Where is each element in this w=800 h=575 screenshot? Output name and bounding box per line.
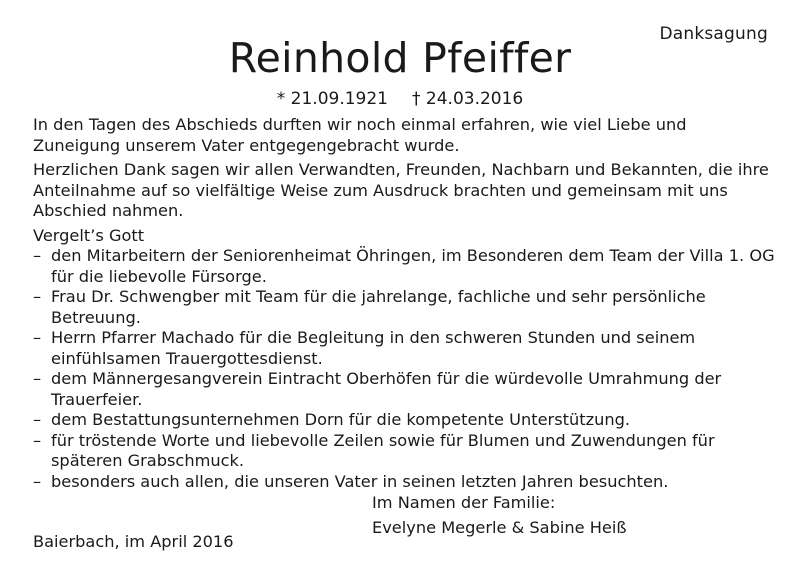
- death-date: † 24.03.2016: [412, 89, 524, 109]
- thanks-list: [33, 246, 778, 492]
- birth-date: * 21.09.1921: [276, 89, 388, 109]
- list-item: – dem Bestattungsunternehmen Dorn für die kompetente Unterstützung.: [33, 410, 778, 431]
- notice-type-label: Danksagung: [659, 24, 768, 44]
- notice-body: [33, 115, 778, 492]
- place-and-date: Baierbach, im April 2016: [33, 532, 234, 551]
- intro-paragraph: In den Tagen des Abschieds durften wir noch einmal erfahren, wie viel Liebe und Zuneigung unserem Vater entgegengebracht wurde.: [33, 115, 687, 155]
- thanks-paragraph: Herzlichen Dank sagen wir allen Verwandten, Freunden, Nachbarn und Bekannten, die ihre Anteilnahme auf so vielfältige Weise zum Ausdruck brachten und gemeinsam mit uns Abschied nahmen.: [33, 160, 769, 220]
- list-item: – Herrn Pfarrer Machado für die Begleitung in den schweren Stunden und seinem einfühlsamen Trauergottesdienst.: [33, 328, 778, 369]
- life-dates: [0, 89, 800, 109]
- list-item: – besonders auch allen, die unseren Vater in seinen letzten Jahren besuchten.: [33, 472, 778, 493]
- signature-intro: Im Namen der Familie:: [372, 493, 556, 512]
- deceased-name: Reinhold Pfeiffer: [228, 34, 572, 82]
- family-signature: [372, 490, 627, 540]
- vergelts-gott-line: Vergelt’s Gott: [33, 225, 145, 245]
- list-item: – Frau Dr. Schwengber mit Team für die jahrelange, fachliche und sehr persönliche Betreuung.: [33, 287, 778, 328]
- list-item: – den Mitarbeitern der Seniorenheimat Öhringen, im Besonderen dem Team der Villa 1. OG für die liebevolle Fürsorge.: [33, 246, 778, 287]
- list-item: – dem Männergesangverein Eintracht Oberhöfen für die würdevolle Umrahmung der Trauerfeier.: [33, 369, 778, 410]
- signature-names: Evelyne Megerle & Sabine Heiß: [372, 518, 627, 537]
- list-item: – für tröstende Worte und liebevolle Zeilen sowie für Blumen und Zuwendungen für späteren Grabschmuck.: [33, 431, 778, 472]
